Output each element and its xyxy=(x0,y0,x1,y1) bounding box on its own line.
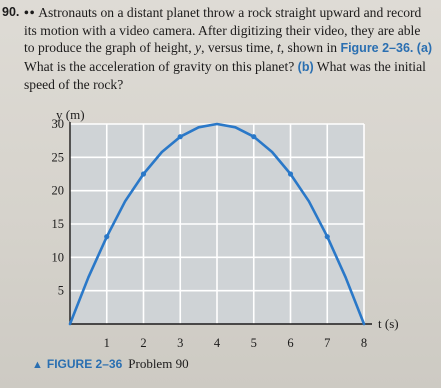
part-a-label: (a) xyxy=(416,41,433,56)
y-tick-label-20: 20 xyxy=(51,183,64,198)
var-t: t xyxy=(276,40,281,56)
part-a-text: What is the acceleration of gravity on this planet? xyxy=(24,58,295,74)
part-b-text: What was the initial speed of the rock? xyxy=(24,58,426,93)
figure-caption xyxy=(32,356,189,372)
x-tick-label-4: 4 xyxy=(213,336,221,350)
y-tick-label-10: 10 xyxy=(51,250,64,265)
data-point-7 xyxy=(325,234,330,239)
data-point-3 xyxy=(178,134,183,139)
x-tick-label-1: 1 xyxy=(103,336,110,350)
part-b-label: (b) xyxy=(297,59,314,74)
y-tick-label-25: 25 xyxy=(51,150,64,165)
figure-label: FIGURE 2–36 xyxy=(46,357,123,371)
x-tick-label-8: 8 xyxy=(360,336,368,350)
data-point-1 xyxy=(104,234,109,239)
problem-text-3: , shown in xyxy=(280,40,338,56)
y-axis-title: y (m) xyxy=(56,107,85,122)
x-tick-label-7: 7 xyxy=(324,336,331,350)
problem-text-1: Astronauts on a distant planet throw a rock straight upward and record its motion with a video camera. After digitizing their video, they are able to produce the graph of height, xyxy=(24,5,422,56)
figure-reference: Figure 2–36. xyxy=(340,41,414,56)
triangle-icon: ▲ xyxy=(32,359,43,371)
x-tick-label-3: 3 xyxy=(177,336,184,350)
data-point-5 xyxy=(251,134,256,139)
x-tick-label-6: 6 xyxy=(287,336,294,350)
y-tick-label-5: 5 xyxy=(57,283,64,298)
y-tick-label-15: 15 xyxy=(51,217,64,231)
var-y: y xyxy=(195,40,202,56)
problem-text-2: , versus time, xyxy=(201,40,274,56)
x-axis-title: t (s) xyxy=(378,316,399,331)
data-point-6 xyxy=(288,171,293,176)
caption-text: Problem 90 xyxy=(128,356,189,371)
x-tick-label-2: 2 xyxy=(140,336,147,350)
data-point-2 xyxy=(141,171,146,176)
problem-number: 90. xyxy=(2,5,20,19)
y-tick-label-30: 30 xyxy=(51,117,64,131)
difficulty-dots: •• xyxy=(24,5,36,20)
x-tick-label-5: 5 xyxy=(250,336,257,350)
